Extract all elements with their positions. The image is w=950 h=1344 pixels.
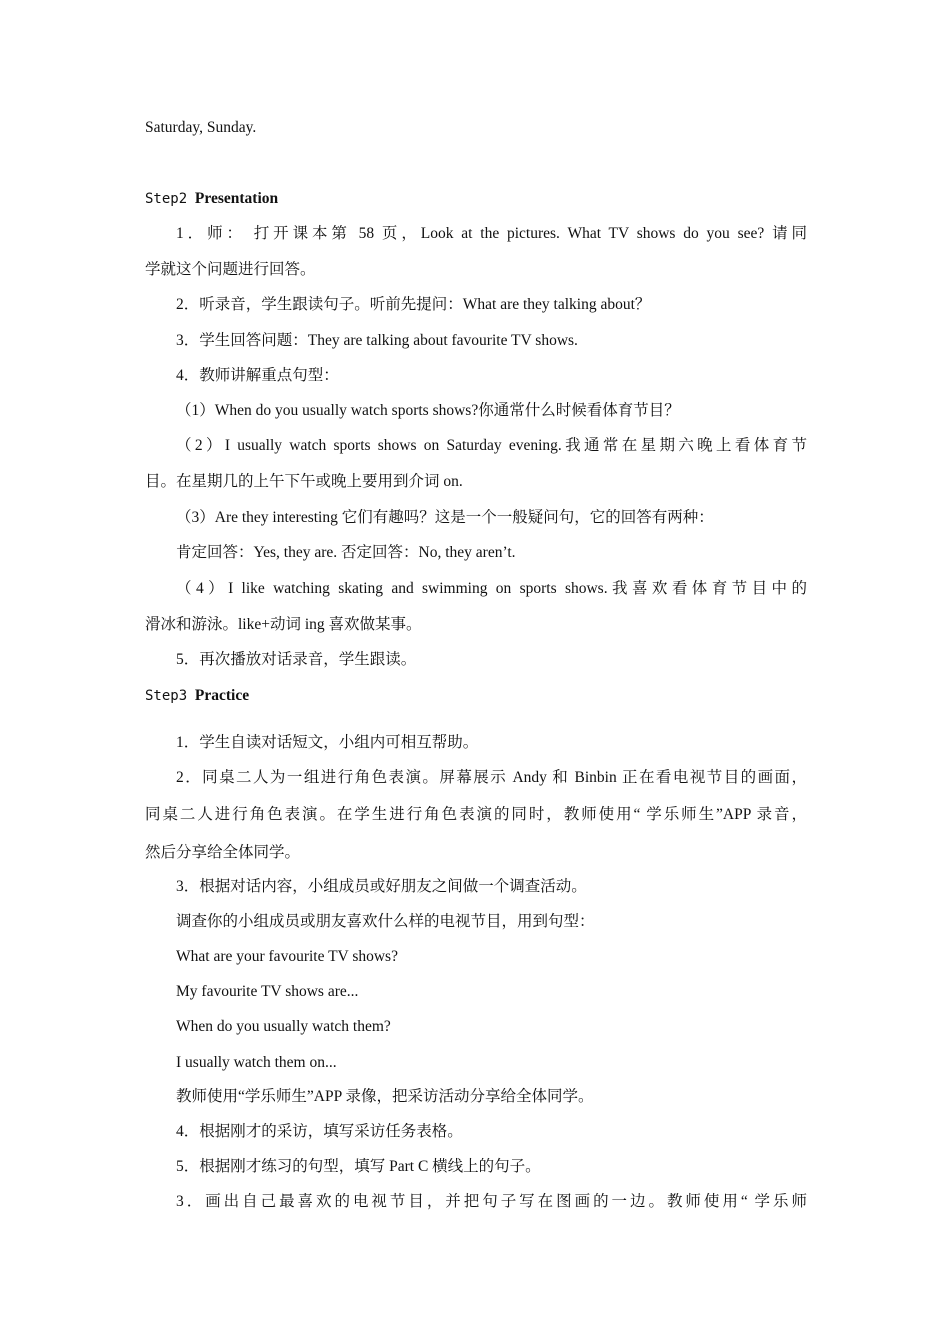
point2-line1: （2）I usually watch sports shows on Saturday evening.我通常在星期六晚上看体育节 <box>176 437 807 454</box>
step3-item2-line1: 2．同桌二人为一组进行角色表演。屏幕展示 Andy 和 Binbin 正在看电视节目的画面， <box>176 769 807 786</box>
step3-item5: 5．根据刚才练习的句型，填写 Part C 横线上的句子。 <box>176 1158 541 1175</box>
survey-answer-1: My favourite TV shows are... <box>176 983 359 1000</box>
step3-item4: 4．根据刚才的采访，填写采访任务表格。 <box>176 1123 463 1140</box>
step2-heading <box>145 189 807 209</box>
step3-item2-line3: 然后分享给全体同学。 <box>145 844 301 861</box>
survey-answer-2: I usually watch them on... <box>176 1054 337 1071</box>
intro-line: Saturday, Sunday. <box>145 119 257 136</box>
step3-item3: 3．根据对话内容，小组成员或好朋友之间做一个调查活动。 <box>176 878 587 895</box>
point4-line2: 滑冰和游泳。like+动词 ing 喜欢做某事。 <box>145 616 422 633</box>
step2-item1-line2: 学就这个问题进行回答。 <box>145 261 316 278</box>
step3-heading <box>145 686 807 706</box>
point3-answer: 肯定回答：Yes, they are. 否定回答：No, they aren’t. <box>176 544 516 561</box>
survey-intro: 调查你的小组成员或朋友喜欢什么样的电视节目，用到句型： <box>176 913 595 930</box>
step2-item3: 3．学生回答问题：They are talking about favourite TV shows. <box>176 332 578 349</box>
survey-question-2: When do you usually watch them? <box>176 1018 391 1035</box>
step2-item4: 4．教师讲解重点句型： <box>176 367 339 384</box>
step2-item5: 5．再次播放对话录音，学生跟读。 <box>176 651 417 668</box>
point1: （1）When do you usually watch sports shows?你通常什么时候看体育节目？ <box>176 402 680 419</box>
step3-label: Step3 <box>145 688 188 704</box>
step2-title: Presentation <box>194 190 279 207</box>
record-note: 教师使用“学乐师生”APP 录像，把采访活动分享给全体同学。 <box>176 1088 594 1105</box>
step3-title: Practice <box>194 687 250 704</box>
step3-item1: 1．学生自读对话短文，小组内可相互帮助。 <box>176 734 479 751</box>
step2-item1-line1: 1．师： 打开课本第 58 页，Look at the pictures. What TV shows do you see? 请同 <box>176 225 807 242</box>
point4-line1: （4）I like watching skating and swimming on sports shows.我喜欢看体育节目中的 <box>176 580 807 597</box>
step2-item2: 2．听录音，学生跟读句子。听前先提问：What are they talking about？ <box>176 296 651 313</box>
point2-line2: 目。在星期几的上午下午或晚上要用到介词 on. <box>145 473 463 490</box>
step2-label: Step2 <box>145 191 188 207</box>
step3-item6-line1: 3．画出自己最喜欢的电视节目，并把句子写在图画的一边。教师使用“ 学乐师 <box>176 1193 807 1210</box>
step3-item2-line2: 同桌二人进行角色表演。在学生进行角色表演的同时，教师使用“ 学乐师生”APP 录音， <box>145 806 807 823</box>
survey-question-1: What are your favourite TV shows? <box>176 948 398 965</box>
point3: （3）Are they interesting 它们有趣吗？这是一个一般疑问句，它的回答有两种： <box>176 509 714 526</box>
